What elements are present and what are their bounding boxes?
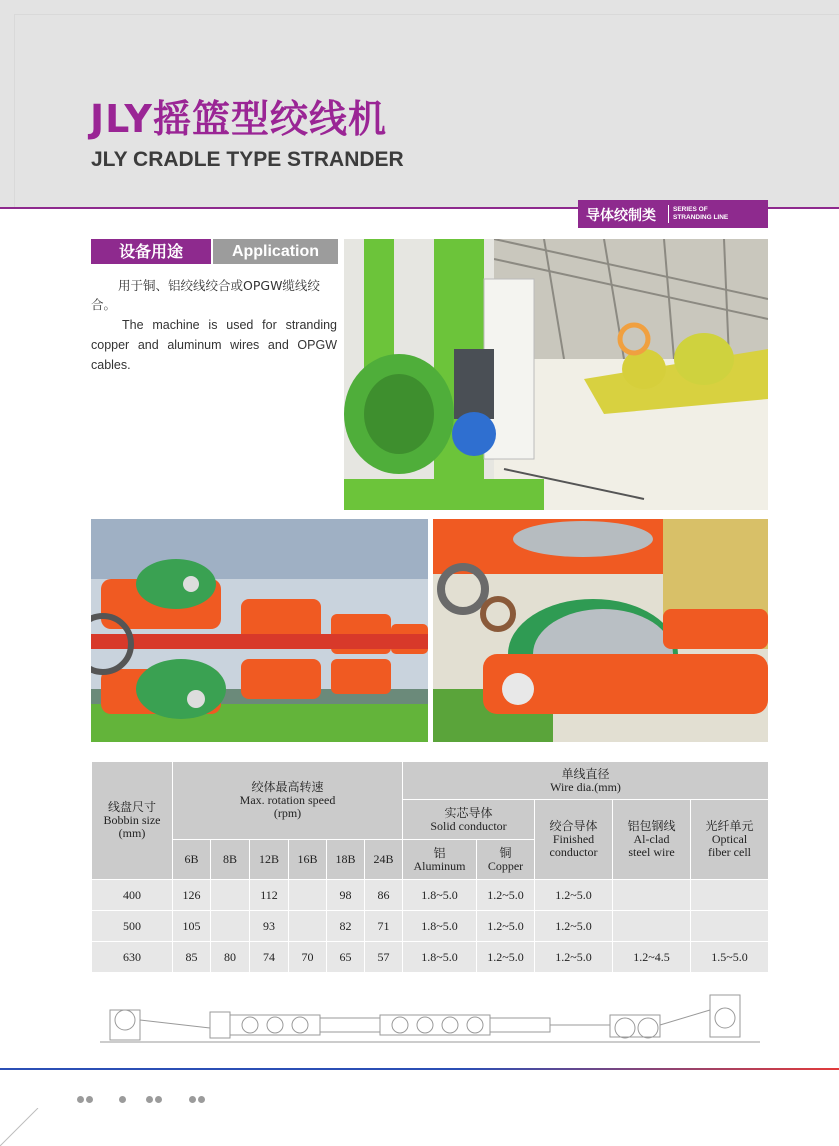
table-row: 500 105 93 82 71 1.8~5.0 1.2~5.0 1.2~5.0 xyxy=(92,911,769,942)
application-label-cn: 设备用途 xyxy=(91,239,211,264)
series-tab xyxy=(578,200,768,228)
alclad-steel-header: 铝包钢线 Al-clad steel wire xyxy=(613,800,691,880)
table-row: 630 85 80 74 70 65 57 1.8~5.0 1.2~5.0 1.2~5.0 1.2~4.5 1.5~5.0 xyxy=(92,942,769,973)
series-divider xyxy=(668,205,669,223)
series-en-line1: SERIES OF xyxy=(673,206,708,213)
copper-header: 铜 Copper xyxy=(477,840,535,880)
finished-conductor-header: 绞合导体 Finished conductor xyxy=(535,800,613,880)
spec-table xyxy=(91,761,769,973)
footer-dots xyxy=(77,1088,207,1096)
wire-dia-header: 单线直径 Wire dia.(mm) xyxy=(403,762,769,800)
table-row: 400 126 112 98 86 1.8~5.0 1.2~5.0 1.2~5.0 xyxy=(92,880,769,911)
cradle-photo-right xyxy=(433,519,768,742)
frame-left-line xyxy=(14,14,15,208)
series-en-line2: STRANDING LINE xyxy=(673,214,729,221)
footer-rule xyxy=(0,1068,839,1070)
series-label-cn: 导体绞制类 xyxy=(586,208,656,224)
application-text-en: The machine is used for stranding copper and aluminum wires and OPGW cables. xyxy=(91,318,337,372)
speed-col-18b: 18B xyxy=(327,840,365,880)
optical-fiber-header: 光纤单元 Optical fiber cell xyxy=(691,800,769,880)
aluminum-header: 铝 Aluminum xyxy=(403,840,477,880)
speed-col-6b: 6B xyxy=(173,840,211,880)
corner-decoration xyxy=(0,1108,40,1146)
solid-conductor-header: 实芯导体 Solid conductor xyxy=(403,800,535,840)
series-label-en xyxy=(673,206,728,222)
line-layout-drawing xyxy=(100,990,760,1052)
rotation-speed-header: 绞体最高转速 Max. rotation speed (rpm) xyxy=(173,762,403,840)
application-label-en: Application xyxy=(213,239,338,264)
application-text-cn: 用于铜、铝绞线绞合或OPGW缆线绞合。 xyxy=(91,278,320,312)
frame-top-line xyxy=(14,14,839,15)
page-title-en: JLY CRADLE TYPE STRANDER xyxy=(91,148,404,171)
cradle-photo-left xyxy=(91,519,428,742)
factory-photo xyxy=(344,239,768,510)
speed-col-16b: 16B xyxy=(289,840,327,880)
speed-col-24b: 24B xyxy=(365,840,403,880)
bobbin-size-header: 线盘尺寸 Bobbin size (mm) xyxy=(92,762,173,880)
speed-col-12b: 12B xyxy=(250,840,289,880)
page-title-cn: JLY摇篮型绞线机 xyxy=(90,97,387,141)
speed-col-8b: 8B xyxy=(211,840,250,880)
